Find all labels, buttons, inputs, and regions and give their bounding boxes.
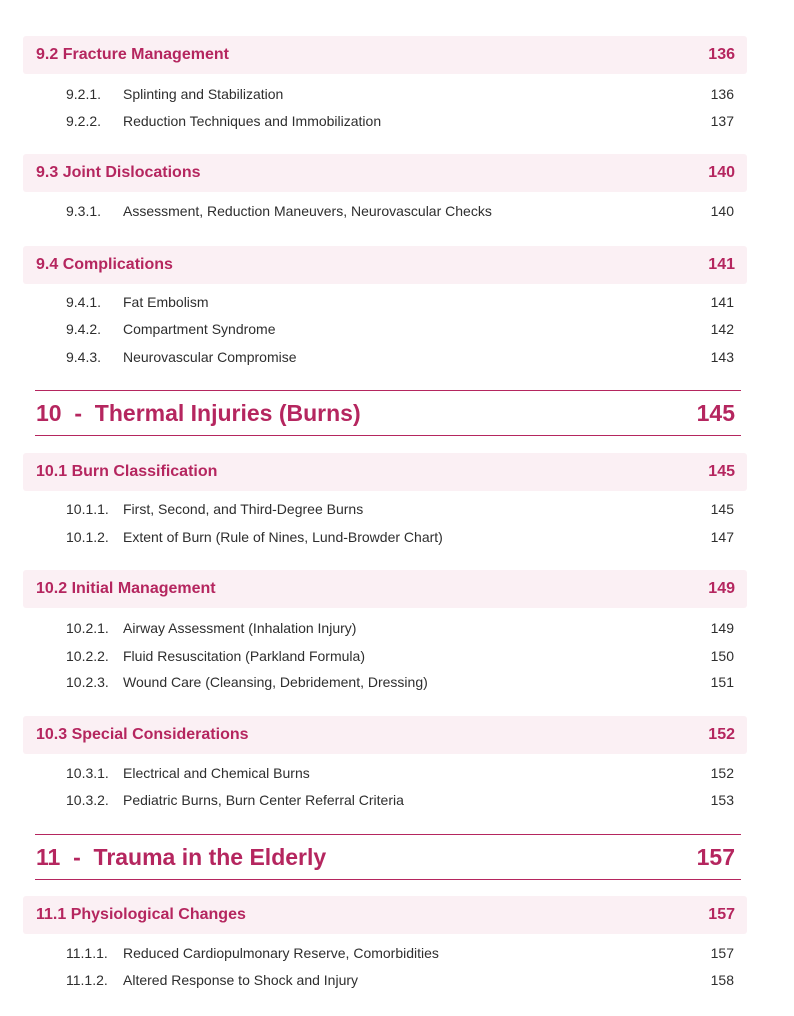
toc-chapter-header[interactable] xyxy=(35,834,741,880)
subentry-title: Splinting and Stabilization xyxy=(123,86,284,102)
subentry-number: 11.1.2. xyxy=(66,972,108,988)
subentry-number: 10.1.1. xyxy=(66,501,109,517)
toc-section-header[interactable] xyxy=(23,453,747,491)
subentry-title: Altered Response to Shock and Injury xyxy=(123,972,359,988)
chapter-title: 10 - Thermal Injuries (Burns) xyxy=(36,399,361,426)
toc-subentry[interactable] xyxy=(66,111,734,131)
subentry-title: Assessment, Reduction Maneuvers, Neurovascular Checks xyxy=(123,203,492,219)
subentry-title: Fluid Resuscitation (Parkland Formula) xyxy=(123,648,365,664)
toc-chapter-header[interactable] xyxy=(35,390,741,436)
subentry-title: Neurovascular Compromise xyxy=(123,349,297,365)
toc-subentry[interactable] xyxy=(66,499,734,519)
subentry-number: 9.4.3. xyxy=(66,349,102,365)
subentry-number: 9.2.1. xyxy=(66,86,102,102)
page-number: 136 xyxy=(708,46,735,63)
page-number: 145 xyxy=(696,399,735,426)
page-number: 157 xyxy=(708,906,735,923)
page-number: 145 xyxy=(708,463,735,480)
subentry-title: Fat Embolism xyxy=(123,294,209,310)
subentry-title: Extent of Burn (Rule of Nines, Lund-Browder Chart) xyxy=(123,529,443,545)
subentry-title: Airway Assessment (Inhalation Injury) xyxy=(123,620,357,636)
page-number: 142 xyxy=(710,321,734,337)
page-number: 152 xyxy=(708,726,735,743)
section-title: 9.4 Complications xyxy=(36,256,173,273)
toc-section-header[interactable] xyxy=(23,570,747,608)
page-number: 149 xyxy=(710,620,734,636)
subentry-title: Compartment Syndrome xyxy=(123,321,276,337)
toc-section-header[interactable] xyxy=(23,716,747,754)
toc-subentry[interactable] xyxy=(66,527,734,547)
subentry-title: Wound Care (Cleansing, Debridement, Dressing) xyxy=(123,674,428,690)
subentry-number: 10.2.2. xyxy=(66,648,109,664)
toc-section-header[interactable] xyxy=(23,896,747,934)
subentry-number: 9.4.2. xyxy=(66,321,102,337)
subentry-number: 10.1.2. xyxy=(66,529,109,545)
toc-section-header[interactable] xyxy=(23,246,747,284)
subentry-title: First, Second, and Third-Degree Burns xyxy=(123,501,364,517)
subentry-title: Pediatric Burns, Burn Center Referral Criteria xyxy=(123,792,404,808)
toc-subentry[interactable] xyxy=(66,763,734,783)
chapter-title: 11 - Trauma in the Elderly xyxy=(36,843,327,870)
page-number: 137 xyxy=(710,113,734,129)
page-number: 153 xyxy=(710,792,734,808)
toc-subentry[interactable] xyxy=(66,672,734,692)
section-title: 11.1 Physiological Changes xyxy=(36,906,246,923)
page-number: 145 xyxy=(710,501,734,517)
subentry-number: 10.2.3. xyxy=(66,674,109,690)
subentry-title: Electrical and Chemical Burns xyxy=(123,765,310,781)
subentry-number: 9.3.1. xyxy=(66,203,102,219)
toc-subentry[interactable] xyxy=(66,319,734,339)
page-number: 151 xyxy=(710,674,734,690)
section-title: 9.2 Fracture Management xyxy=(36,46,229,63)
page-number: 158 xyxy=(710,972,734,988)
page-number: 147 xyxy=(710,529,734,545)
subentry-title: Reduced Cardiopulmonary Reserve, Comorbidities xyxy=(123,945,439,961)
page-number: 140 xyxy=(710,203,734,219)
toc-subentry[interactable] xyxy=(66,618,734,638)
page-number: 150 xyxy=(710,648,734,664)
subentry-number: 10.2.1. xyxy=(66,620,109,636)
subentry-number: 10.3.2. xyxy=(66,792,109,808)
section-title: 9.3 Joint Dislocations xyxy=(36,164,201,181)
subentry-number: 11.1.1. xyxy=(66,945,108,961)
toc-section-header[interactable] xyxy=(23,154,747,192)
subentry-title: Reduction Techniques and Immobilization xyxy=(123,113,382,129)
toc-section-header[interactable] xyxy=(23,36,747,74)
toc-subentry[interactable] xyxy=(66,790,734,810)
page-number: 152 xyxy=(710,765,734,781)
subentry-number: 9.4.1. xyxy=(66,294,102,310)
page-number: 143 xyxy=(710,349,734,365)
subentry-number: 9.2.2. xyxy=(66,113,102,129)
section-title: 10.2 Initial Management xyxy=(36,580,216,597)
page-number: 141 xyxy=(708,256,735,273)
section-title: 10.1 Burn Classification xyxy=(36,463,218,480)
subentry-number: 10.3.1. xyxy=(66,765,109,781)
toc-subentry[interactable] xyxy=(66,201,734,221)
page-number: 157 xyxy=(696,843,735,870)
toc-subentry[interactable] xyxy=(66,943,734,963)
section-title: 10.3 Special Considerations xyxy=(36,726,249,743)
toc-subentry[interactable] xyxy=(66,970,734,990)
page-number: 149 xyxy=(708,580,735,597)
toc-subentry[interactable] xyxy=(66,347,734,367)
toc-subentry[interactable] xyxy=(66,646,734,666)
toc-subentry[interactable] xyxy=(66,84,734,104)
toc-subentry[interactable] xyxy=(66,292,734,312)
page-number: 136 xyxy=(710,86,734,102)
page-number: 140 xyxy=(708,164,735,181)
page-number: 141 xyxy=(710,294,734,310)
page-number: 157 xyxy=(710,945,734,961)
